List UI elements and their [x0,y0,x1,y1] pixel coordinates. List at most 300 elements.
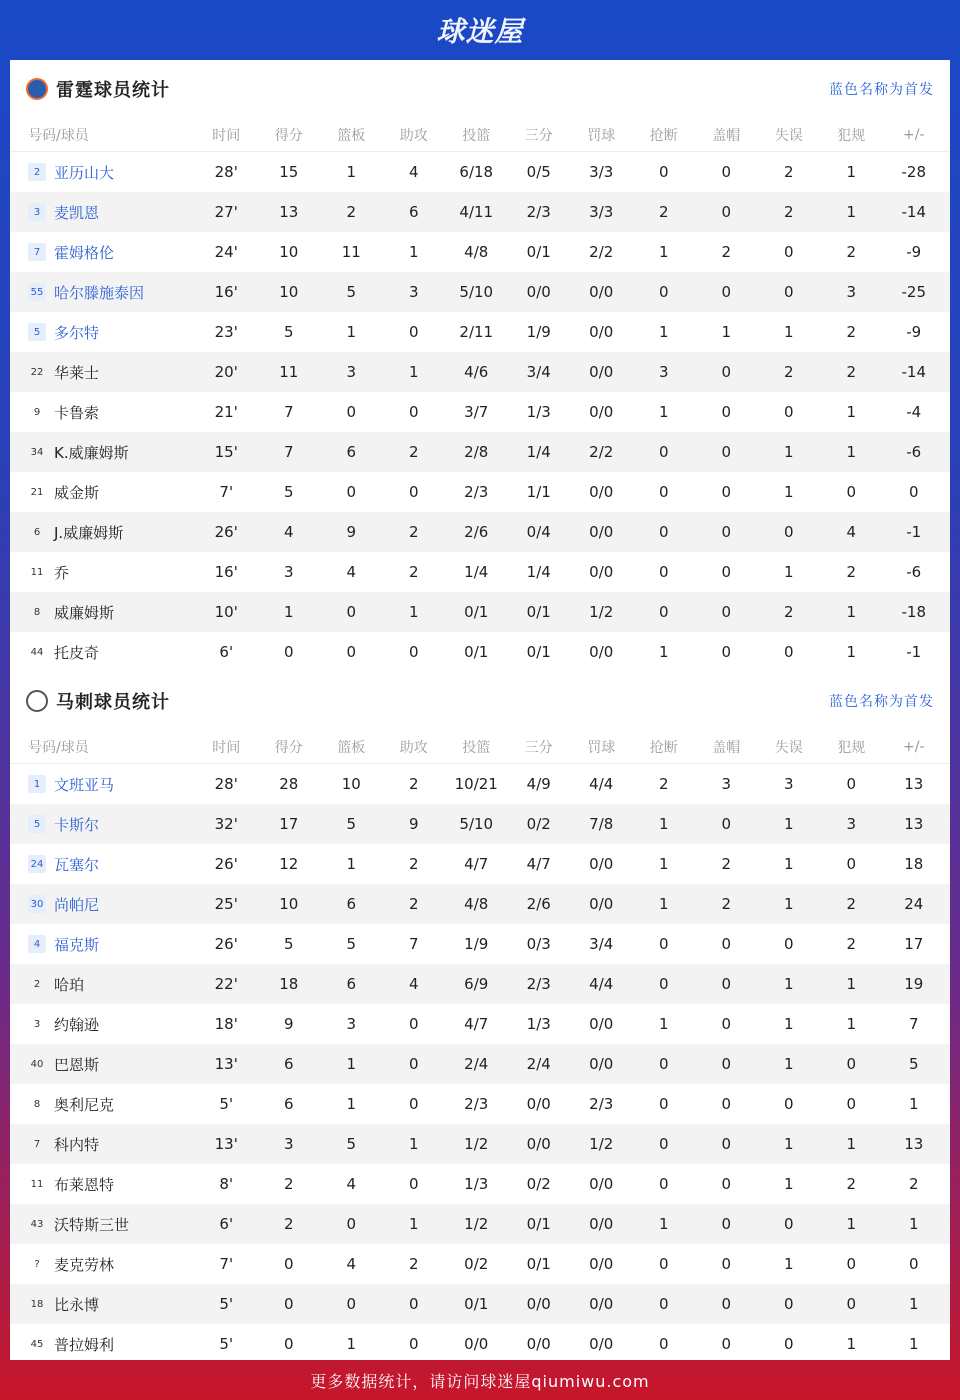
stat-cell: 0/0 [526,1295,551,1313]
table-header-row [10,730,950,764]
player-cell [10,1174,195,1195]
stat-cell: 0 [346,643,357,661]
column-header: 号码/球员 [28,127,89,144]
player-name[interactable]: J.威廉姆斯 [54,523,124,542]
stat-cell: 26' [214,855,238,873]
column-header: 得分 [274,739,303,756]
stat-cell: 3 [346,363,357,381]
column-header: 罚球 [587,127,616,144]
stat-cell: 5 [283,323,294,341]
stat-cell: 7 [283,403,294,421]
stat-cell: 0/0 [589,855,614,873]
stat-cell: 5 [346,815,357,833]
stat-cell: 0/0 [589,1055,614,1073]
stat-cell: 1 [846,163,857,181]
stat-cell: 0/0 [589,483,614,501]
stat-cell: 0 [408,1175,419,1193]
player-name[interactable]: 亚历山大 [54,163,115,182]
player-name[interactable]: 麦克劳林 [54,1255,115,1274]
stat-cell: 0/0 [589,1295,614,1313]
player-name[interactable]: 华莱士 [54,363,100,382]
stat-cell: 1 [346,1095,357,1113]
stat-cell: 2 [783,363,794,381]
stat-cell: 4 [846,523,857,541]
stat-cell: 2/3 [464,483,489,501]
stat-cell: 1 [908,1335,919,1353]
stat-cell: 0 [658,935,669,953]
stat-cell: 0 [721,603,732,621]
stat-cell: 2 [408,895,419,913]
stat-cell: 2 [408,855,419,873]
stat-cell: 1 [408,603,419,621]
stat-cell: 0 [721,935,732,953]
stat-cell: 1 [658,403,669,421]
stat-cell: 21' [214,403,238,421]
table-header-row [10,118,950,152]
stat-cell: 0 [721,363,732,381]
table-row [10,1204,950,1244]
column-header: +/- [903,126,925,143]
stat-cell: 1 [408,363,419,381]
section-title-group [26,688,170,714]
player-name[interactable]: 尚帕尼 [54,895,100,914]
player-cell [10,814,195,835]
stat-cell: 3 [408,283,419,301]
stat-cell: 0 [408,643,419,661]
stat-cell: 0 [721,975,732,993]
stat-cell: 2 [846,935,857,953]
column-header: 罚球 [587,739,616,756]
stat-cell: 0/0 [589,1175,614,1193]
player-cell [10,774,195,795]
table-row [10,1284,950,1324]
stat-cell: 0 [846,1095,857,1113]
player-name[interactable]: 卡鲁索 [54,403,100,422]
stat-cell: 0/0 [589,323,614,341]
player-name[interactable]: 比永博 [54,1295,100,1314]
stat-cell: 0/4 [526,523,551,541]
stat-cell: 24 [904,895,924,913]
section-header [10,60,950,118]
stat-cell: 4/11 [459,203,494,221]
stat-cell: 0/2 [464,1255,489,1273]
stat-cell: 1 [658,1015,669,1033]
stat-cell: 0 [721,1175,732,1193]
stat-cell: -6 [906,563,922,581]
stat-cell: 4 [346,1175,357,1193]
stat-cell: 0 [721,283,732,301]
player-name[interactable]: K.威廉姆斯 [54,443,129,462]
stat-cell: 2 [408,563,419,581]
stat-cell: 3/4 [526,363,551,381]
player-name[interactable]: 麦凯恩 [54,203,100,222]
stat-cell: 4/7 [464,1015,489,1033]
stat-cell: 1 [783,1255,794,1273]
stat-cell: 0 [721,1095,732,1113]
player-name[interactable]: 普拉姆利 [54,1335,115,1354]
stat-cell: 0 [721,163,732,181]
jersey-number: 5 [28,815,46,833]
stat-cell: 5 [346,283,357,301]
footer-banner[interactable]: 更多数据统计，请访问球迷屋qiumiwu.com [310,1371,650,1391]
stat-cell: 1 [783,443,794,461]
column-header: 犯规 [837,127,866,144]
stat-cell: -1 [906,523,922,541]
stat-cell: 0 [408,1055,419,1073]
stat-cell: 19 [904,975,924,993]
player-cell [10,242,195,263]
stat-cell: 0 [783,283,794,301]
stat-cell: 4/7 [464,855,489,873]
stat-cell: 3/7 [464,403,489,421]
stat-cell: -9 [906,243,922,261]
jersey-number: 6 [33,526,41,538]
jersey-number: 7 [33,1138,41,1150]
stat-cell: 1 [658,1215,669,1233]
stat-cell: 22' [214,975,238,993]
player-name[interactable]: 多尔特 [54,323,100,342]
stat-cell: 6 [283,1095,294,1113]
stat-cell: 3/3 [589,203,614,221]
stat-cell: 4/8 [464,895,489,913]
stat-cell: 3 [721,775,732,793]
player-name[interactable]: 巴恩斯 [54,1055,100,1074]
stat-cell: 0 [408,483,419,501]
player-cell [10,934,195,955]
stat-cell: 25' [214,895,238,913]
column-header: 三分 [524,739,553,756]
okc-logo-icon [26,78,48,100]
stat-cell: 6 [346,975,357,993]
stat-cell: 1 [783,975,794,993]
player-cell [10,894,195,915]
player-name[interactable]: 哈尔滕施泰因 [54,283,145,302]
player-cell [10,1094,195,1115]
jersey-number: 34 [30,446,44,458]
player-name[interactable]: 约翰逊 [54,1015,100,1034]
stat-cell: 2 [783,203,794,221]
stat-cell: 1 [721,323,732,341]
column-header: 抢断 [649,739,678,756]
stat-cell: 1 [783,1055,794,1073]
player-cell [10,522,195,543]
player-cell [10,322,195,343]
table-row [10,1124,950,1164]
player-name[interactable]: 文班亚马 [54,775,115,794]
stat-cell: 4/7 [526,855,551,873]
stat-cell: -14 [901,203,926,221]
stat-cell: 3/3 [589,163,614,181]
jersey-number: 3 [33,1018,41,1030]
section-header [10,672,950,730]
stat-cell: 4 [346,563,357,581]
player-name[interactable]: 布莱恩特 [54,1175,115,1194]
player-name[interactable]: 霍姆格伦 [54,243,115,262]
stat-cell: 2/2 [589,243,614,261]
stat-cell: 0 [283,1335,294,1353]
table-row [10,472,950,512]
player-name[interactable]: 福克斯 [54,935,100,954]
player-name[interactable]: 瓦塞尔 [54,855,100,874]
stat-cell: 1 [846,1135,857,1153]
stat-cell: 17 [904,935,924,953]
stat-cell: 0 [658,443,669,461]
stat-cell: 0 [846,1255,857,1273]
stat-cell: 0/0 [589,563,614,581]
stat-cell: 0 [846,1295,857,1313]
column-header: 号码/球员 [28,739,89,756]
column-header: 失误 [774,127,803,144]
jersey-number: 45 [30,1338,44,1350]
stat-cell: 0 [846,1055,857,1073]
stat-cell: 0 [846,775,857,793]
stat-cell: 2 [408,443,419,461]
table-row [10,1164,950,1204]
player-cell [10,602,195,623]
stat-cell: 5/10 [459,283,494,301]
stat-cell: 13' [214,1055,238,1073]
player-cell [10,282,195,303]
stat-cell: 8' [219,1175,234,1193]
starter-legend-note: 蓝色名称为首发 [829,694,934,710]
stat-cell: 7' [219,1255,234,1273]
jersey-number: ? [34,1258,40,1270]
table-row [10,632,950,672]
table-row [10,272,950,312]
jersey-number: 55 [28,283,46,301]
player-cell [10,1294,195,1315]
stat-cell: 5' [219,1335,234,1353]
stat-cell: 1 [783,1175,794,1193]
stat-cell: 6 [346,443,357,461]
player-name[interactable]: 威金斯 [54,483,100,502]
stat-cell: 2/3 [526,203,551,221]
jersey-number: 2 [33,978,41,990]
stat-cell: 1 [846,603,857,621]
jersey-number: 7 [28,243,46,261]
table-row [10,764,950,804]
stat-cell: 2 [846,563,857,581]
stat-cell: 0 [346,603,357,621]
stat-cell: -14 [901,363,926,381]
stat-cell: 0 [658,163,669,181]
stat-cell: 9 [408,815,419,833]
stat-cell: 0 [783,643,794,661]
column-header: 三分 [524,127,553,144]
stat-cell: 0/0 [589,1015,614,1033]
stat-cell: 1/9 [464,935,489,953]
stat-cell: 0/1 [464,643,489,661]
stat-cell: 0 [783,935,794,953]
player-cell [10,1054,195,1075]
stat-cell: 32' [214,815,238,833]
stat-cell: 1 [846,203,857,221]
stat-cell: 0/3 [526,935,551,953]
jersey-number: 8 [33,606,41,618]
stat-cell: 2 [408,775,419,793]
player-name[interactable]: 托皮奇 [54,643,100,662]
stat-cell: 5 [283,935,294,953]
stat-cell: 1 [846,1215,857,1233]
column-header: 时间 [212,127,241,144]
stat-cell: 1 [658,323,669,341]
stat-cell: 1 [783,563,794,581]
stat-cell: 13 [279,203,299,221]
table-row [10,232,950,272]
stat-cell: 18' [214,1015,238,1033]
stat-cell: 10' [214,603,238,621]
stat-cell: -9 [906,323,922,341]
stat-cell: 13 [904,775,924,793]
stat-cell: 0 [783,1295,794,1313]
player-cell [10,442,195,463]
player-name[interactable]: 沃特斯三世 [54,1215,130,1234]
jersey-number: 11 [30,566,44,578]
starter-legend-note: 蓝色名称为首发 [829,82,934,98]
stat-cell: 2/4 [526,1055,551,1073]
player-name[interactable]: 威廉姆斯 [54,603,115,622]
stat-cell: 1/2 [464,1135,489,1153]
stat-cell: 3 [846,815,857,833]
stat-cell: 5 [346,935,357,953]
stat-cell: 0/0 [589,283,614,301]
stat-cell: 0 [658,283,669,301]
table-row [10,312,950,352]
team-section [10,672,950,1364]
stat-cell: 0 [783,403,794,421]
stat-cell: 0 [658,1055,669,1073]
table-row [10,924,950,964]
stat-cell: 3 [658,363,669,381]
stat-cell: 4/6 [464,363,489,381]
column-header: +/- [903,738,925,755]
stat-cell: 0 [408,1015,419,1033]
stat-cell: 1/4 [464,563,489,581]
stat-cell: 1 [908,1095,919,1113]
stat-cell: 1 [658,643,669,661]
stat-cell: 1/3 [526,1015,551,1033]
stat-cell: 28' [214,163,238,181]
table-row [10,152,950,192]
stat-cell: 0 [783,243,794,261]
stat-cell: 10 [341,775,361,793]
player-name[interactable]: 乔 [54,563,70,582]
stat-cell: 3/4 [589,935,614,953]
jersey-number: 5 [28,323,46,341]
column-header: 盖帽 [712,739,741,756]
stat-cell: 0 [721,1295,732,1313]
stat-cell: -25 [901,283,926,301]
stat-cell: 23' [214,323,238,341]
stat-cell: 2/3 [464,1095,489,1113]
player-cell [10,482,195,503]
player-name[interactable]: 奥利尼克 [54,1095,115,1114]
stat-cell: 2 [783,163,794,181]
stat-cell: 2 [721,243,732,261]
stat-cell: 0/0 [589,895,614,913]
stat-cell: 0 [721,203,732,221]
stat-cell: -6 [906,443,922,461]
column-header: 时间 [212,739,241,756]
stat-cell: 1 [408,243,419,261]
player-cell [10,562,195,583]
stat-cell: 17 [279,815,299,833]
stat-cell: 7 [908,1015,919,1033]
stat-cell: 0 [658,975,669,993]
jersey-number: 21 [30,486,44,498]
stat-cell: 0 [658,1175,669,1193]
stat-cell: 0/0 [464,1335,489,1353]
stat-cell: 0 [658,483,669,501]
stat-cell: 2/11 [459,323,494,341]
jersey-number: 30 [28,895,46,913]
player-cell [10,162,195,183]
player-name[interactable]: 科内特 [54,1135,100,1154]
table-row [10,964,950,1004]
stat-cell: -18 [901,603,926,621]
stat-cell: 1 [783,855,794,873]
stat-cell: 1 [658,815,669,833]
stat-cell: 1 [783,323,794,341]
column-header: 投篮 [462,127,491,144]
stat-cell: 0/2 [526,1175,551,1193]
jersey-number: 24 [28,855,46,873]
stat-cell: 0/0 [589,363,614,381]
stat-cell: 0 [721,643,732,661]
jersey-number: 40 [30,1058,44,1070]
stat-cell: 4 [346,1255,357,1273]
stat-cell: 4/4 [589,775,614,793]
stat-cell: 0 [658,1335,669,1353]
stat-cell: 0 [846,483,857,501]
stat-cell: 5/10 [459,815,494,833]
table-row [10,884,950,924]
jersey-number: 9 [33,406,41,418]
stat-cell: 2 [908,1175,919,1193]
stat-cell: 0 [846,855,857,873]
stat-cell: 2/3 [589,1095,614,1113]
stat-cell: 0 [283,1255,294,1273]
stat-cell: 0 [346,1295,357,1313]
jersey-number: 3 [28,203,46,221]
stat-cell: 13' [214,1135,238,1153]
player-cell [10,1014,195,1035]
stat-cell: 1 [408,1215,419,1233]
stat-cell: 6' [219,1215,234,1233]
stat-cell: 16' [214,283,238,301]
stat-cell: 4 [283,523,294,541]
player-name[interactable]: 哈珀 [54,975,85,994]
stat-cell: 0 [721,1255,732,1273]
jersey-number: 18 [30,1298,44,1310]
stat-cell: 0 [783,1215,794,1233]
stat-cell: 0/0 [526,1135,551,1153]
stat-cell: 0 [908,1255,919,1273]
stat-cell: 0/0 [526,283,551,301]
column-header: 篮板 [337,127,366,144]
stat-cell: 11 [341,243,361,261]
stat-cell: 0 [408,1335,419,1353]
stat-cell: 1 [846,1335,857,1353]
player-name[interactable]: 卡斯尔 [54,815,100,834]
stat-cell: 0 [783,1095,794,1113]
stat-cell: 6 [283,1055,294,1073]
stat-cell: 4/8 [464,243,489,261]
stat-cell: 4 [408,975,419,993]
stat-cell: -1 [906,643,922,661]
jersey-number: 8 [33,1098,41,1110]
stat-cell: 26' [214,523,238,541]
